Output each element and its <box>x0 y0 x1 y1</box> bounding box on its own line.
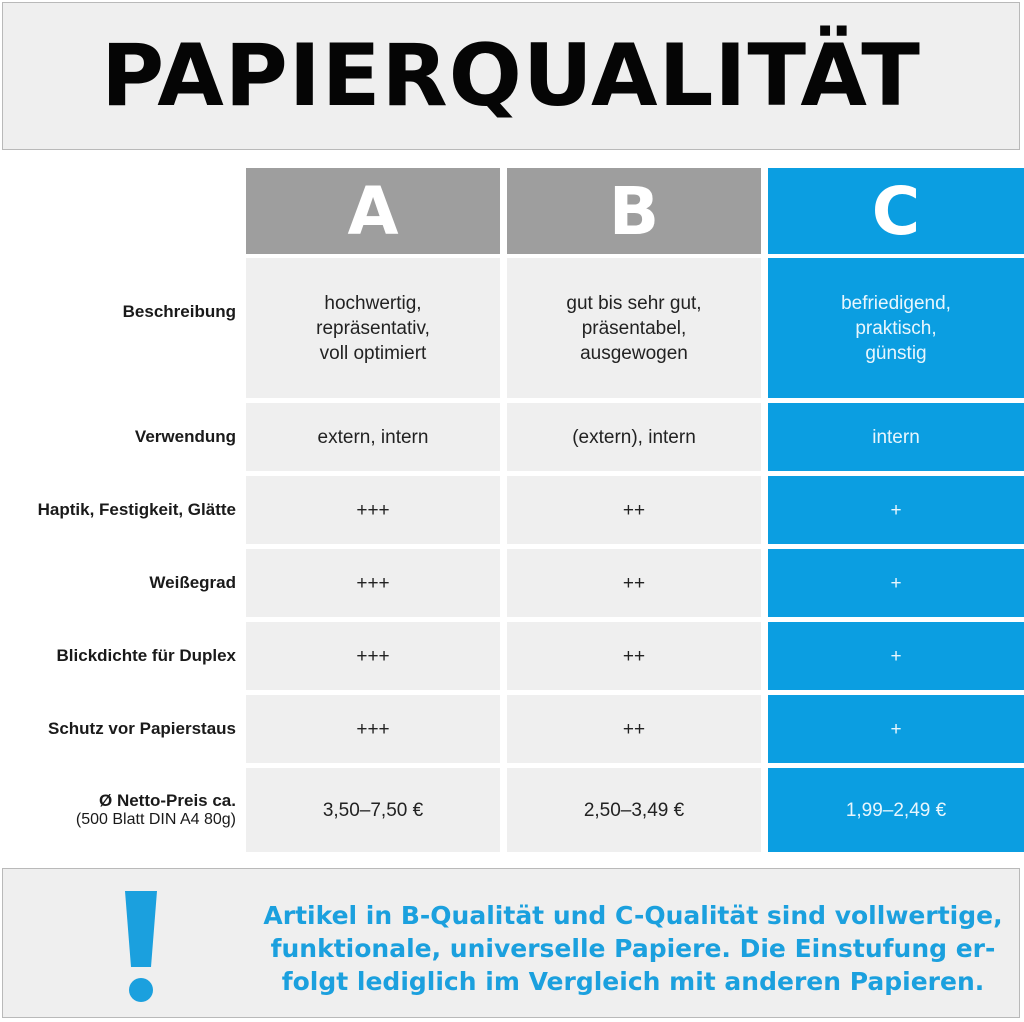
cell-c: + <box>768 476 1024 544</box>
cell-line: hochwertig, <box>324 292 422 314</box>
table-row <box>0 622 1024 690</box>
row-label <box>0 476 236 544</box>
row-label-text: Beschreibung <box>122 302 236 321</box>
column-header-c: C <box>768 168 1024 254</box>
cell-a: extern, intern <box>246 403 500 471</box>
row-label <box>0 768 236 852</box>
page-title: PAPIERQUALITÄT <box>101 26 921 126</box>
cell-b: ++ <box>507 622 761 690</box>
row-label-text: Haptik, Festigkeit, Glätte <box>37 500 236 519</box>
cell-c: intern <box>768 403 1024 471</box>
cell-a: +++ <box>246 476 500 544</box>
cell-c: + <box>768 622 1024 690</box>
row-label-text: Schutz vor Papierstaus <box>47 719 236 738</box>
cell-a: +++ <box>246 622 500 690</box>
column-header-b: B <box>507 168 761 254</box>
cell-c: + <box>768 549 1024 617</box>
table-row <box>0 258 1024 398</box>
exclamation-icon <box>111 887 171 1005</box>
table-row <box>0 549 1024 617</box>
row-label-text: Blickdichte für Duplex <box>56 646 236 665</box>
cell-line: präsentabel, <box>581 317 687 339</box>
table-row <box>0 768 1024 852</box>
cell-line: gut bis sehr gut, <box>566 292 702 314</box>
cell-line: günstig <box>865 342 927 364</box>
cell-b: ++ <box>507 695 761 763</box>
cell-b: (extern), intern <box>507 403 761 471</box>
cell-a <box>246 258 500 398</box>
cell-a: 3,50–7,50 € <box>246 768 500 852</box>
cell-a: +++ <box>246 549 500 617</box>
note-text <box>263 899 1003 998</box>
table-row <box>0 403 1024 471</box>
row-label-text: Verwendung <box>134 427 236 446</box>
cell-b: ++ <box>507 476 761 544</box>
cell-line: repräsentativ, <box>316 317 430 339</box>
row-label <box>0 403 236 471</box>
table-row <box>0 476 1024 544</box>
cell-c <box>768 258 1024 398</box>
row-sublabel-text: (500 Blatt DIN A4 80g) <box>75 811 236 828</box>
title-banner <box>2 2 1020 150</box>
note-line: folgt lediglich im Vergleich mit anderen Papieren. <box>281 967 985 996</box>
row-label <box>0 258 236 398</box>
table-row <box>0 695 1024 763</box>
cell-line: ausgewogen <box>580 342 688 364</box>
cell-line: voll optimiert <box>319 342 427 364</box>
comparison-table <box>0 258 1024 852</box>
cell-line: befriedigend, <box>841 292 951 314</box>
info-note <box>2 868 1020 1018</box>
cell-a: +++ <box>246 695 500 763</box>
row-label <box>0 695 236 763</box>
cell-b: ++ <box>507 549 761 617</box>
column-header-a: A <box>246 168 500 254</box>
note-line: Artikel in B-Qualität und C-Qualität sind vollwertige, <box>263 901 1003 930</box>
cell-b <box>507 258 761 398</box>
cell-c: 1,99–2,49 € <box>768 768 1024 852</box>
row-label-text: Weißegrad <box>149 573 236 592</box>
cell-c: + <box>768 695 1024 763</box>
cell-b: 2,50–3,49 € <box>507 768 761 852</box>
cell-line: praktisch, <box>855 317 937 339</box>
note-line: funktionale, universelle Papiere. Die Einstufung er- <box>270 934 996 963</box>
row-label-text: Ø Netto-Preis ca. <box>99 791 236 810</box>
row-label <box>0 549 236 617</box>
row-label <box>0 622 236 690</box>
